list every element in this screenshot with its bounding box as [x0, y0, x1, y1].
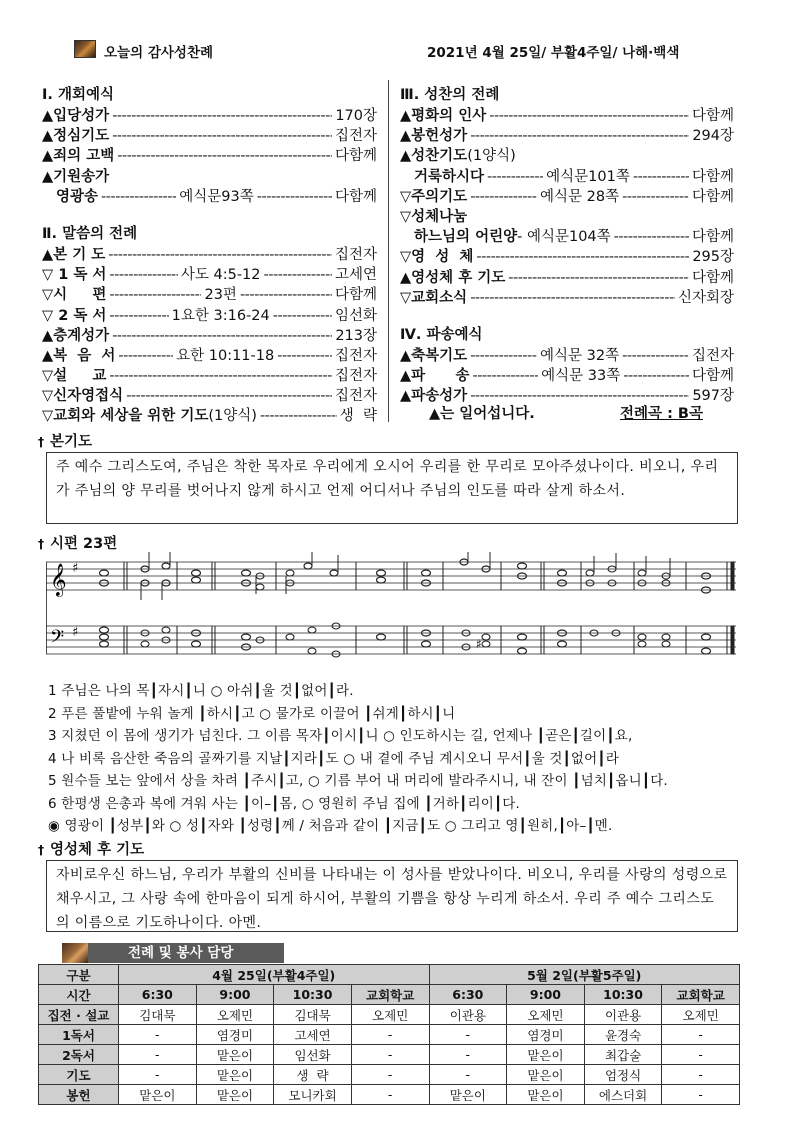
table-cell: 염경미	[507, 1025, 585, 1045]
table-cell: 맡은이	[507, 1045, 585, 1065]
table-header-cell: 9:00	[196, 985, 274, 1005]
psalm-verse: 3 지쳤던 이 몸에 생기가 넘친다. 그 이름 목자┃이시┃니 ○ 인도하시는 길, 언제나 ┃곧은┃길이┃요,	[48, 728, 633, 744]
table-header-cell: 10:30	[584, 985, 662, 1005]
psalm-verse: 4 나 비록 음산한 죽음의 골짜기를 지날┃지라┃도 ○ 내 곁에 주님 계시오니 무서┃울 것┃없어┃라	[48, 750, 619, 767]
order-item: 거룩하시다 ----- 예식문101쪽 ----- 다함께	[400, 167, 734, 187]
table-row	[39, 985, 740, 1005]
bulletin-title: 오늘의 감사성찬례	[104, 45, 214, 61]
bulletin-date: 2021년 4월 25일/ 부활4주일/ 나해·백색	[427, 45, 680, 61]
table-cell: 맡은이	[507, 1085, 585, 1105]
sharp-icon: ♯	[72, 625, 79, 640]
table-header-cell: 6:30	[119, 985, 197, 1005]
cross-icon: †	[38, 537, 44, 551]
table-row	[39, 1085, 740, 1105]
section-title: Ⅲ. 성찬의 전례	[400, 87, 500, 103]
psalm-verses	[48, 680, 748, 838]
treble-clef-icon: 𝄞	[50, 563, 67, 596]
table-header-cell: 구분	[39, 965, 119, 985]
section-title: Ⅱ. 말씀의 전례	[42, 225, 138, 242]
table-cell: 오제민	[662, 1005, 740, 1025]
row-label: 1독서	[39, 1025, 119, 1045]
order-item: 영광송 ----- 예식문93쪽 ----- 다함께	[42, 187, 377, 207]
order-item: ▲기원송가	[42, 168, 110, 185]
order-item: ▲평화의 인사 ----- 다함께	[400, 106, 734, 126]
table-cell: -	[119, 1025, 197, 1045]
table-cell: 엄정식	[584, 1065, 662, 1085]
bass-clef-icon: 𝄢	[50, 627, 65, 652]
order-item: ▲복 음 서 ----- 요한 10:11-18 ----- 집전자	[42, 346, 377, 366]
psalm-heading: † 시편 23편	[38, 536, 118, 552]
standing-note: ▲는 일어섭니다.	[429, 406, 535, 422]
cross-icon: †	[38, 435, 44, 449]
table-header-cell: 6:30	[429, 985, 507, 1005]
order-item: ▲죄의 고백 ----- 다함께	[42, 146, 377, 166]
psalm-verse: 6 한평생 은총과 복에 겨워 사는 ┃이–┃몸, ○ 영원히 주님 집에 ┃거하┃리이┃다.	[48, 795, 521, 812]
order-item: ▲정심기도 ----- 집전자	[42, 126, 377, 146]
table-cell: -	[662, 1065, 740, 1085]
table-row	[39, 1045, 740, 1065]
table-row	[39, 1065, 740, 1085]
collect-text: 주 예수 그리스도여, 주님은 착한 목자로 우리에게 오시어 우리를 한 무리로 모아주셨나이다. 비오니, 우리가 주님의 양 무리를 벗어나지 않게 하시고 언제 어디서나 주님의 인도를 따라 살게 하소서.	[56, 459, 719, 499]
row-label: 2독서	[39, 1045, 119, 1065]
row-label: 집전 · 설교	[39, 1005, 119, 1025]
table-cell: 생 략	[274, 1065, 352, 1085]
order-item: ▽시 편 ----- 23편 ----- 다함께	[42, 285, 377, 305]
postcommunion-text: 자비로우신 하느님, 우리가 부활의 신비를 나타내는 이 성사를 받았나이다. 비오니, 우리를 사랑의 성령으로 채우시고, 그 사랑 속에 한마음이 되게 하시어, 부활의 기쁨을 항상 누리게 하소서. 우리 주 예수 그리스도의 이름으로 기도하나이다. 아멘.	[56, 867, 728, 931]
table-header-cell: 9:00	[507, 985, 585, 1005]
cross-icon: †	[38, 843, 44, 857]
psalm-verse: 5 원수들 보는 앞에서 상을 차려 ┃주시┃고, ○ 기름 부어 내 머리에 발라주시니, 내 잔이 ┃넘치┃옵니┃다.	[48, 773, 668, 789]
table-cell: 임선화	[274, 1045, 352, 1065]
table-cell: -	[351, 1085, 429, 1105]
order-item: ▲본 기 도 ----- 집전자	[42, 245, 377, 265]
order-item: ▲영성체 후 기도 ----- 다함께	[400, 268, 734, 288]
order-item: ▽ 2 독 서 ----- 1요한 3:16-24 ----- 임선화	[42, 306, 377, 326]
table-header-cell: 교회학교	[351, 985, 429, 1005]
row-label: 봉헌	[39, 1085, 119, 1105]
order-item: ▲층계성가 ----- 213장	[42, 326, 377, 346]
order-item: ▲파송성가 ----- 597장	[400, 386, 734, 406]
table-cell: 맡은이	[119, 1085, 197, 1105]
table-cell: -	[119, 1045, 197, 1065]
order-item: ▲파 송 ----- 예식문 33쪽 ----- 다함께	[400, 366, 734, 386]
table-cell: 김대묵	[119, 1005, 197, 1025]
table-row	[39, 965, 740, 985]
table-cell: -	[351, 1065, 429, 1085]
table-header-cell: 4월 25일(부활4주일)	[119, 965, 430, 985]
table-cell: 오제민	[507, 1005, 585, 1025]
order-item: ▽주의기도 ----- 예식문 28쪽 ----- 다함께	[400, 187, 734, 207]
table-cell: 맡은이	[196, 1085, 274, 1105]
postcommunion-text-box	[46, 860, 738, 932]
psalm-chant-score	[46, 552, 738, 664]
row-label: 기도	[39, 1065, 119, 1085]
table-header-cell: 시간	[39, 985, 119, 1005]
table-cell: 윤경숙	[584, 1025, 662, 1045]
liturgical-music-note: 전례곡 : B곡	[620, 406, 703, 422]
column-divider	[388, 80, 389, 422]
order-left-column	[42, 84, 377, 427]
order-item: ▽신자영접식 ----- 집전자	[42, 386, 377, 406]
table-cell: 이관용	[429, 1005, 507, 1025]
order-item: 하느님의 어린양 - 예식문104쪽 ----- 다함께	[400, 227, 734, 247]
duty-banner-image	[62, 943, 88, 963]
order-item: ▽ 1 독 서 ----- 사도 4:5-12 ----- 고세연	[42, 265, 377, 285]
order-item: ▽교회와 세상을 위한 기도(1양식) ----- 생 략	[42, 406, 377, 426]
collect-text-box	[46, 452, 738, 524]
table-cell: -	[119, 1065, 197, 1085]
table-cell: 맡은이	[507, 1065, 585, 1085]
table-cell: 이관용	[584, 1005, 662, 1025]
table-cell: -	[662, 1025, 740, 1045]
order-item: ▲축복기도 ----- 예식문 32쪽 ----- 집전자	[400, 346, 734, 366]
table-cell: 김대묵	[274, 1005, 352, 1025]
table-cell: 고세연	[274, 1025, 352, 1045]
table-cell: -	[429, 1045, 507, 1065]
table-cell: 에스더회	[584, 1085, 662, 1105]
psalm-verse: 1 주님은 나의 목┃자시┃니 ○ 아쉬┃울 것┃없어┃라.	[48, 683, 354, 699]
table-header-cell: 교회학교	[662, 985, 740, 1005]
psalm-verse: 2 푸른 풀밭에 누워 놀게 ┃하시┃고 ○ 물가로 이끌어 ┃쉬게┃하시┃니	[48, 705, 456, 722]
order-item: ▽교회소식 ----- 신자회장	[400, 288, 734, 308]
order-item: ▲성찬기도(1양식)	[400, 148, 516, 165]
table-cell: 오제민	[196, 1005, 274, 1025]
table-cell: 오제민	[351, 1005, 429, 1025]
order-right-column	[400, 84, 734, 406]
order-item: ▲봉헌성가 ----- 294장	[400, 126, 734, 146]
table-cell: 맡은이	[196, 1045, 274, 1065]
duty-banner: 전례 및 봉사 담당	[88, 943, 284, 963]
table-cell: -	[351, 1045, 429, 1065]
table-cell: -	[429, 1065, 507, 1085]
collect-heading: † 본기도	[38, 434, 93, 450]
table-cell: -	[662, 1045, 740, 1065]
header-logo-image	[74, 40, 96, 58]
table-cell: 염경미	[196, 1025, 274, 1045]
duty-table	[38, 964, 740, 1105]
table-row	[39, 1025, 740, 1045]
table-cell: 모니카회	[274, 1085, 352, 1105]
order-item: ▽설 교 ----- 집전자	[42, 366, 377, 386]
section-title: Ⅰ. 개회예식	[42, 87, 114, 103]
section-title: Ⅳ. 파송예식	[400, 326, 483, 343]
sharp-icon: ♯	[476, 637, 482, 651]
table-header-cell: 5월 2일(부활5주일)	[429, 965, 740, 985]
table-header-cell: 10:30	[274, 985, 352, 1005]
order-item: ▽영 성 체 ----- 295장	[400, 247, 734, 267]
table-cell: 최갑술	[584, 1045, 662, 1065]
table-cell: -	[662, 1085, 740, 1105]
table-cell: -	[429, 1025, 507, 1045]
table-cell: -	[351, 1025, 429, 1045]
order-item: ▽성체나눔	[400, 208, 468, 225]
table-row	[39, 1005, 740, 1025]
psalm-verse: ◉ 영광이 ┃성부┃와 ○ 성┃자와 ┃성령┃께 / 처음과 같이 ┃지금┃도 ○ 그리고 영┃원히,┃아–┃멘.	[48, 818, 613, 834]
table-cell: 맡은이	[429, 1085, 507, 1105]
sharp-icon: ♯	[72, 561, 79, 576]
postcommunion-heading: † 영성체 후 기도	[38, 842, 145, 858]
order-item: ▲입당성가 ----- 170장	[42, 106, 377, 126]
table-cell: 맡은이	[196, 1065, 274, 1085]
